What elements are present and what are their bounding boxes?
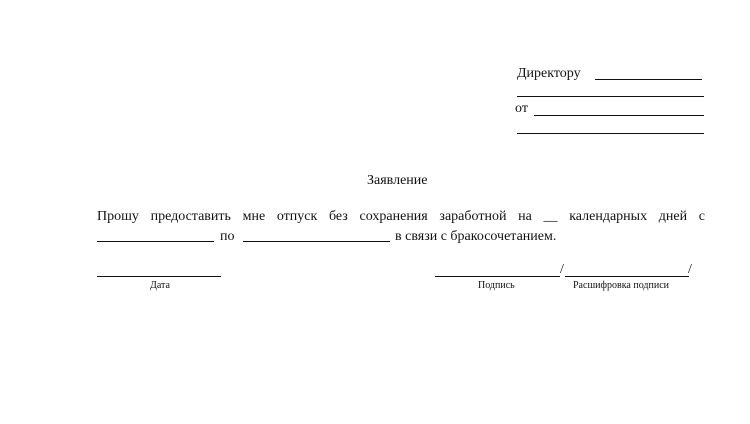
document-title: Заявление — [367, 173, 428, 188]
applicant-name-field[interactable] — [534, 115, 704, 116]
director-name-field-continued[interactable] — [517, 96, 704, 97]
start-date-field[interactable] — [97, 241, 214, 242]
end-date-field[interactable] — [243, 241, 390, 242]
director-label: Директору — [517, 66, 581, 81]
from-label: от — [515, 101, 528, 116]
director-name-field[interactable] — [595, 79, 702, 80]
date-field[interactable] — [97, 276, 221, 277]
signature-caption: Подпись — [478, 280, 515, 291]
body-line-1: Прошу предоставить мне отпуск без сохранения заработной на __ календарных дней с — [97, 209, 705, 224]
signature-decoding-field[interactable] — [565, 276, 689, 277]
reason-text: в связи с бракосочетанием. — [395, 229, 557, 244]
decoding-caption: Расшифровка подписи — [573, 280, 669, 291]
date-caption: Дата — [150, 280, 170, 291]
signature-field[interactable] — [435, 276, 560, 277]
signature-end-separator: / — [688, 262, 692, 277]
applicant-name-field-continued[interactable] — [517, 133, 704, 134]
signature-separator: / — [560, 262, 564, 277]
period-to-label: по — [220, 229, 235, 244]
